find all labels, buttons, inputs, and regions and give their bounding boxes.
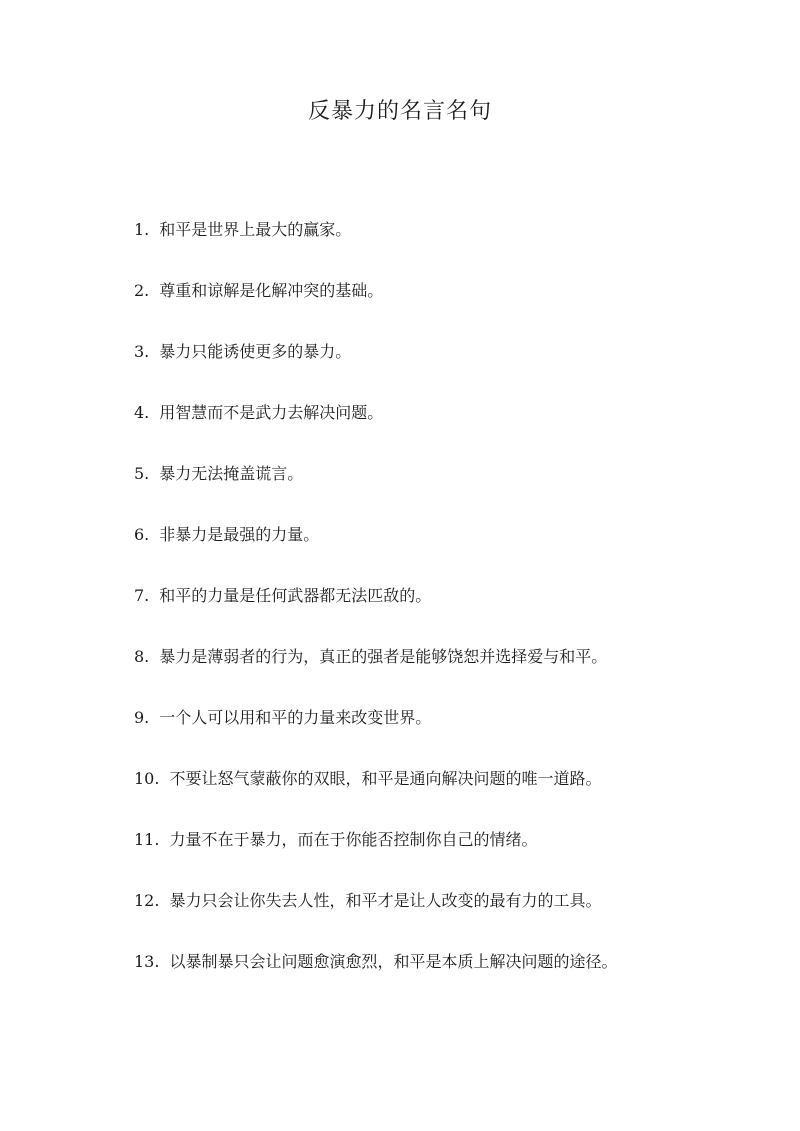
quote-number: 8.: [134, 647, 150, 666]
quote-text: 暴力是薄弱者的行为，真正的强者是能够饶恕并选择爱与和平。: [159, 647, 608, 666]
quote-number: 12.: [134, 891, 160, 910]
quote-item: [134, 763, 740, 824]
quote-text: 尊重和谅解是化解冲突的基础。: [159, 281, 384, 300]
quote-item: [134, 275, 740, 336]
quote-number: 9.: [134, 708, 150, 727]
quote-item: [134, 885, 740, 946]
quote-number: 3.: [134, 342, 150, 361]
quote-number: 7.: [134, 586, 150, 605]
quote-number: 6.: [134, 525, 150, 544]
quote-text: 不要让怒气蒙蔽你的双眼，和平是通向解决问题的唯一道路。: [169, 769, 602, 788]
quote-text: 暴力只能诱使更多的暴力。: [159, 342, 352, 361]
quote-text: 力量不在于暴力，而在于你能否控制你自己的情绪。: [169, 830, 538, 849]
quote-item: [134, 336, 740, 397]
quote-number: 11.: [134, 830, 160, 849]
quote-item: [134, 214, 740, 275]
quote-text: 暴力只会让你失去人性，和平才是让人改变的最有力的工具。: [169, 891, 602, 910]
quote-text: 一个人可以用和平的力量来改变世界。: [159, 708, 432, 727]
document-title: 反暴力的名言名句: [307, 99, 492, 124]
quote-item: [134, 824, 740, 885]
quote-item: [134, 946, 740, 1007]
quote-item: [134, 397, 740, 458]
quote-text: 非暴力是最强的力量。: [159, 525, 320, 544]
quote-number: 13.: [134, 952, 160, 971]
quote-text: 用智慧而不是武力去解决问题。: [159, 403, 384, 422]
quote-item: [134, 458, 740, 519]
quote-text: 以暴制暴只会让问题愈演愈烈，和平是本质上解决问题的途径。: [169, 952, 618, 971]
quote-list: [134, 214, 740, 1007]
quote-text: 和平是世界上最大的赢家。: [159, 220, 352, 239]
quote-number: 2.: [134, 281, 150, 300]
quote-item: [134, 580, 740, 641]
quote-number: 10.: [134, 769, 160, 788]
quote-text: 和平的力量是任何武器都无法匹敌的。: [159, 586, 432, 605]
quote-number: 4.: [134, 403, 150, 422]
quote-number: 5.: [134, 464, 150, 483]
quote-item: [134, 641, 740, 702]
quote-number: 1.: [134, 220, 150, 239]
quote-text: 暴力无法掩盖谎言。: [159, 464, 304, 483]
quote-item: [134, 702, 740, 763]
quote-item: [134, 519, 740, 580]
